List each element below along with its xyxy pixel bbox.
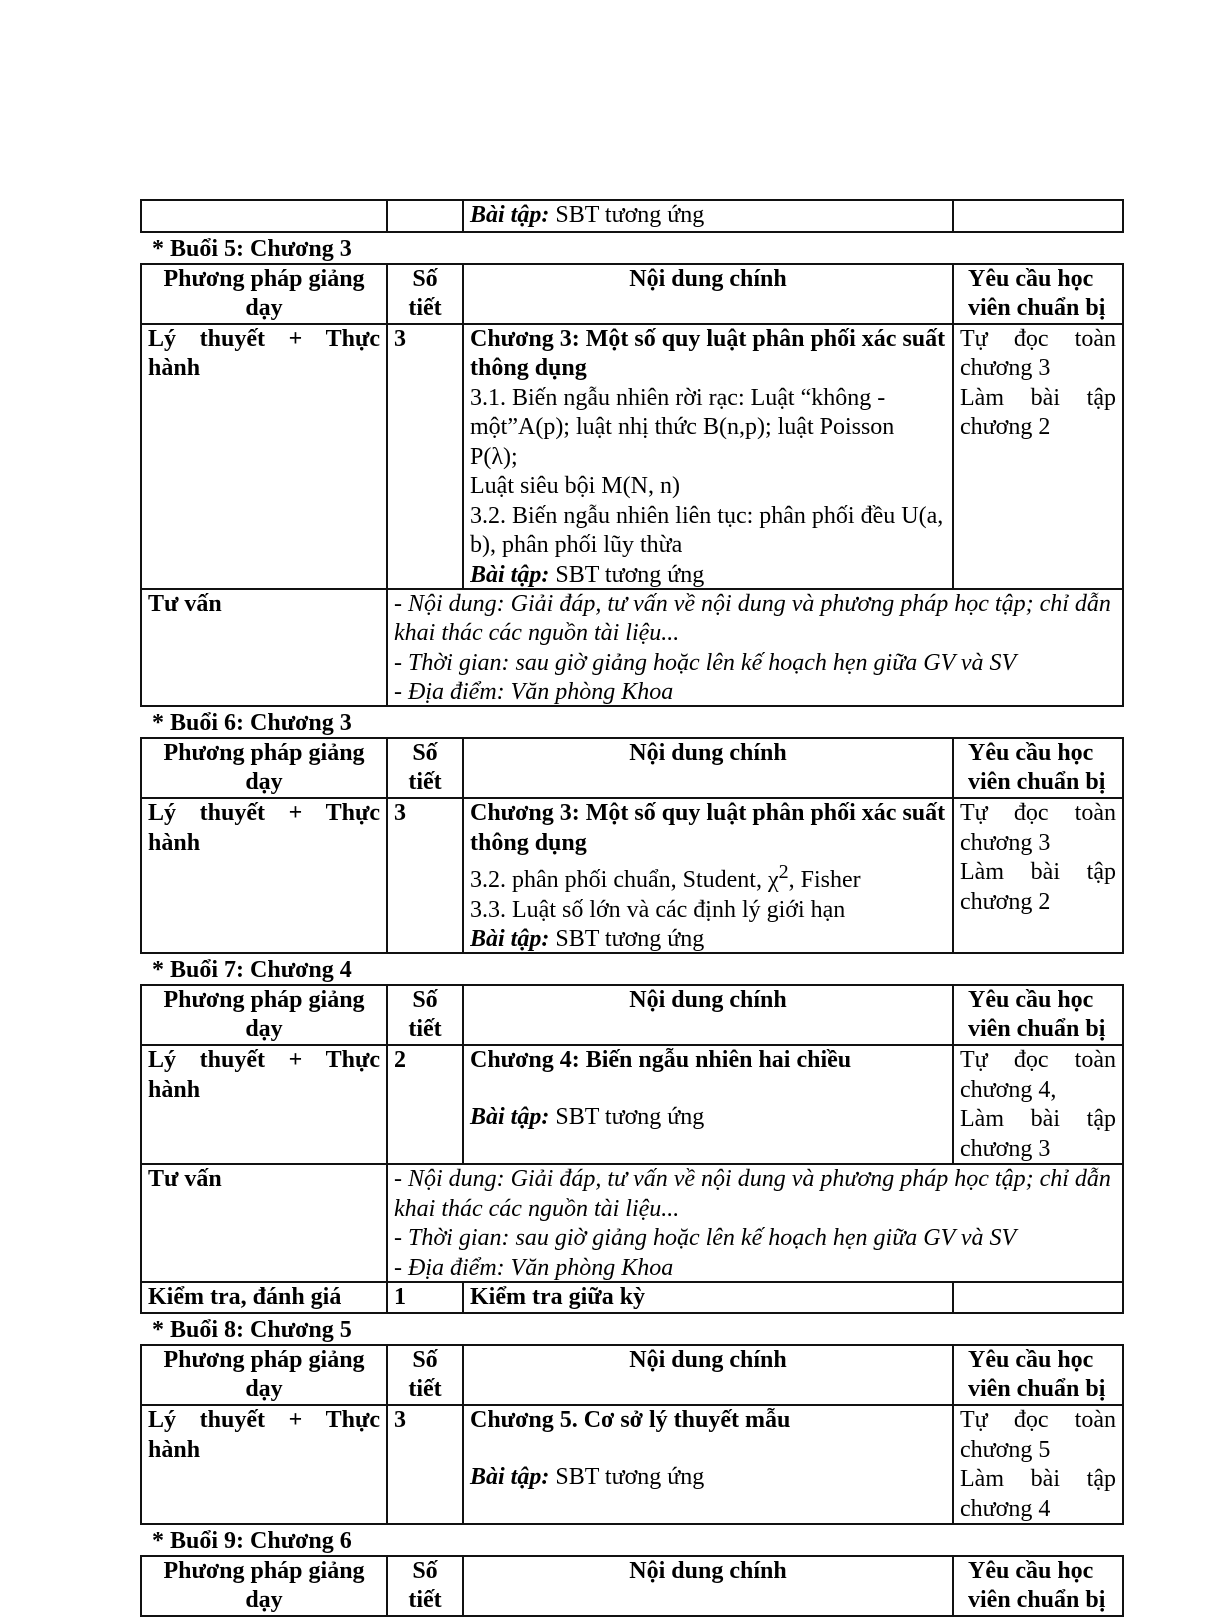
consult-line: - Địa điểm: Văn phòng Khoa bbox=[394, 1254, 674, 1281]
content-text: , Fisher bbox=[788, 867, 861, 893]
requirement-line: Tự đọc toàn chương 4, bbox=[960, 1047, 1116, 1103]
table-row bbox=[141, 324, 1123, 589]
requirement-line: Làm bài tập chương 3 bbox=[960, 1106, 1116, 1162]
method-cell: Lý thuyết + Thực hành bbox=[141, 324, 387, 589]
content-cell bbox=[463, 798, 953, 953]
exercise-label: Bài tập: bbox=[470, 926, 550, 952]
header-periods: Số tiết bbox=[387, 738, 463, 798]
requirement-cell bbox=[953, 1045, 1123, 1164]
session-6-table bbox=[140, 737, 1124, 954]
consult-line: - Nội dung: Giải đáp, tư vấn về nội dung và phương pháp học tập; chỉ dẫn khai thác các nguồn tài liệu... bbox=[394, 590, 1111, 646]
content-line bbox=[470, 858, 946, 896]
consult-line: - Địa điểm: Văn phòng Khoa bbox=[394, 679, 674, 705]
header-requirement: Yêu cầu học viên chuẩn bị bbox=[953, 264, 1123, 324]
header-periods: Số tiết bbox=[387, 1345, 463, 1405]
session-title: * Buổi 5: Chương 3 bbox=[152, 235, 352, 262]
table-row bbox=[141, 589, 1123, 707]
chapter-title: Chương 4: Biến ngẫu nhiên hai chiều bbox=[470, 1047, 852, 1073]
session-title: * Buổi 8: Chương 5 bbox=[152, 1317, 352, 1343]
header-method: Phương pháp giảng dạy bbox=[141, 1556, 387, 1616]
periods-cell: 3 bbox=[387, 798, 463, 953]
header-content: Nội dung chính bbox=[463, 738, 953, 798]
consult-label: Tư vấn bbox=[141, 589, 387, 707]
exercise-text: SBT tương ứng bbox=[555, 1463, 705, 1490]
requirement-cell bbox=[953, 798, 1123, 953]
table-row bbox=[141, 1405, 1123, 1524]
exercise-cell bbox=[463, 200, 953, 232]
table-row bbox=[141, 200, 1123, 232]
table-header-row bbox=[141, 985, 1123, 1045]
exam-content: Kiểm tra giữa kỳ bbox=[463, 1282, 953, 1314]
session-title: * Buổi 9: Chương 6 bbox=[152, 1528, 352, 1554]
table-row bbox=[141, 1282, 1123, 1314]
session-7-table bbox=[140, 984, 1124, 1314]
periods-cell: 3 bbox=[387, 324, 463, 589]
header-requirement: Yêu cầu học viên chuẩn bị bbox=[953, 1345, 1123, 1405]
session-5-table bbox=[140, 263, 1124, 708]
table-header-row bbox=[141, 738, 1123, 798]
empty-cell bbox=[953, 1282, 1123, 1314]
table-header-row bbox=[141, 1345, 1123, 1405]
requirement-line: Tự đọc toàn chương 5 bbox=[960, 1407, 1116, 1463]
content-cell bbox=[463, 1045, 953, 1164]
header-method: Phương pháp giảng dạy bbox=[141, 264, 387, 324]
session-title: * Buổi 6: Chương 3 bbox=[152, 710, 352, 736]
requirement-cell bbox=[953, 1405, 1123, 1524]
consult-cell bbox=[387, 589, 1123, 707]
consult-line: - Thời gian: sau giờ giảng hoặc lên kế hoạch hẹn giữa GV và SV bbox=[394, 1225, 1017, 1251]
content-cell bbox=[463, 324, 953, 589]
periods-cell: 3 bbox=[387, 1405, 463, 1524]
method-cell: Lý thuyết + Thực hành bbox=[141, 1045, 387, 1164]
requirement-line: Tự đọc toàn chương 3 bbox=[960, 325, 1116, 381]
header-method: Phương pháp giảng dạy bbox=[141, 1345, 387, 1405]
exercise-text: SBT tương ứng bbox=[555, 202, 705, 228]
requirement-cell bbox=[953, 324, 1123, 589]
session-title: * Buổi 7: Chương 4 bbox=[152, 957, 352, 983]
content-line: 3.1. Biến ngẫu nhiên rời rạc: Luật “không - một”A(p); luật nhị thức B(n,p); luật Poisson P(λ); bbox=[470, 384, 895, 470]
exercise-line bbox=[470, 925, 946, 952]
content-line: 3.2. Biến ngẫu nhiên liên tục: phân phối đều U(a, b), phân phối lũy thừa bbox=[470, 502, 944, 558]
consult-line: - Nội dung: Giải đáp, tư vấn về nội dung và phương pháp học tập; chỉ dẫn khai thác các nguồn tài liệu... bbox=[394, 1166, 1111, 1222]
header-content: Nội dung chính bbox=[463, 1345, 953, 1405]
exercise-label: Bài tập: bbox=[470, 202, 550, 228]
consult-line: - Thời gian: sau giờ giảng hoặc lên kế hoạch hẹn giữa GV và SV bbox=[394, 649, 1017, 676]
content-line: 3.3. Luật số lớn và các định lý giới hạn bbox=[470, 896, 846, 923]
content-line: Luật siêu bội M(N, n) bbox=[470, 473, 680, 499]
consult-label: Tư vấn bbox=[141, 1164, 387, 1282]
requirement-line: Làm bài tập chương 4 bbox=[960, 1466, 1116, 1522]
requirement-line: Làm bài tập chương 2 bbox=[960, 384, 1116, 440]
requirement-line: Làm bài tập chương 2 bbox=[960, 859, 1116, 915]
exercise-text: SBT tương ứng bbox=[555, 926, 705, 952]
header-periods: Số tiết bbox=[387, 985, 463, 1045]
consult-cell bbox=[387, 1164, 1123, 1282]
table-row bbox=[141, 798, 1123, 953]
header-method: Phương pháp giảng dạy bbox=[141, 985, 387, 1045]
carry-over-table bbox=[140, 199, 1124, 233]
exercise-text: SBT tương ứng bbox=[555, 1103, 705, 1130]
header-requirement: Yêu cầu học viên chuẩn bị bbox=[953, 1556, 1123, 1616]
method-cell: Lý thuyết + Thực hành bbox=[141, 1405, 387, 1524]
exam-periods: 1 bbox=[387, 1282, 463, 1314]
superscript: 2 bbox=[778, 861, 789, 883]
header-method: Phương pháp giảng dạy bbox=[141, 738, 387, 798]
exercise-label: Bài tập: bbox=[470, 1103, 550, 1130]
table-header-row bbox=[141, 264, 1123, 324]
exercise-label: Bài tập: bbox=[470, 1463, 550, 1490]
spacer bbox=[470, 1436, 946, 1463]
content-text: 3.2. phân phối chuẩn, Student, χ bbox=[470, 867, 779, 893]
table-row bbox=[141, 1045, 1123, 1164]
exercise-line bbox=[470, 561, 946, 588]
empty-cell bbox=[953, 200, 1123, 232]
requirement-line: Tự đọc toàn chương 3 bbox=[960, 800, 1116, 856]
exercise-label: Bài tập: bbox=[470, 561, 550, 588]
header-requirement: Yêu cầu học viên chuẩn bị bbox=[953, 985, 1123, 1045]
exercise-line bbox=[470, 1103, 946, 1133]
chapter-title: Chương 3: Một số quy luật phân phối xác suất thông dụng bbox=[470, 800, 946, 856]
exercise-text: SBT tương ứng bbox=[555, 561, 705, 588]
table-row bbox=[141, 1164, 1123, 1282]
exercise-line bbox=[470, 1463, 946, 1493]
session-8-table bbox=[140, 1344, 1124, 1525]
header-periods: Số tiết bbox=[387, 1556, 463, 1616]
header-content: Nội dung chính bbox=[463, 985, 953, 1045]
content-cell bbox=[463, 1405, 953, 1524]
exam-label: Kiểm tra, đánh giá bbox=[141, 1282, 387, 1314]
empty-cell bbox=[141, 200, 387, 232]
header-content: Nội dung chính bbox=[463, 264, 953, 324]
periods-cell: 2 bbox=[387, 1045, 463, 1164]
chapter-title: Chương 5. Cơ sở lý thuyết mẫu bbox=[470, 1407, 791, 1433]
chapter-title: Chương 3: Một số quy luật phân phối xác suất thông dụng bbox=[470, 325, 946, 381]
table-header-row bbox=[141, 1556, 1123, 1616]
empty-cell bbox=[387, 200, 463, 232]
header-requirement: Yêu cầu học viên chuẩn bị bbox=[953, 738, 1123, 798]
method-cell: Lý thuyết + Thực hành bbox=[141, 798, 387, 953]
session-9-table bbox=[140, 1555, 1124, 1617]
syllabus-page bbox=[140, 199, 1122, 1617]
header-content: Nội dung chính bbox=[463, 1556, 953, 1616]
header-periods: Số tiết bbox=[387, 264, 463, 324]
spacer bbox=[470, 1076, 946, 1103]
